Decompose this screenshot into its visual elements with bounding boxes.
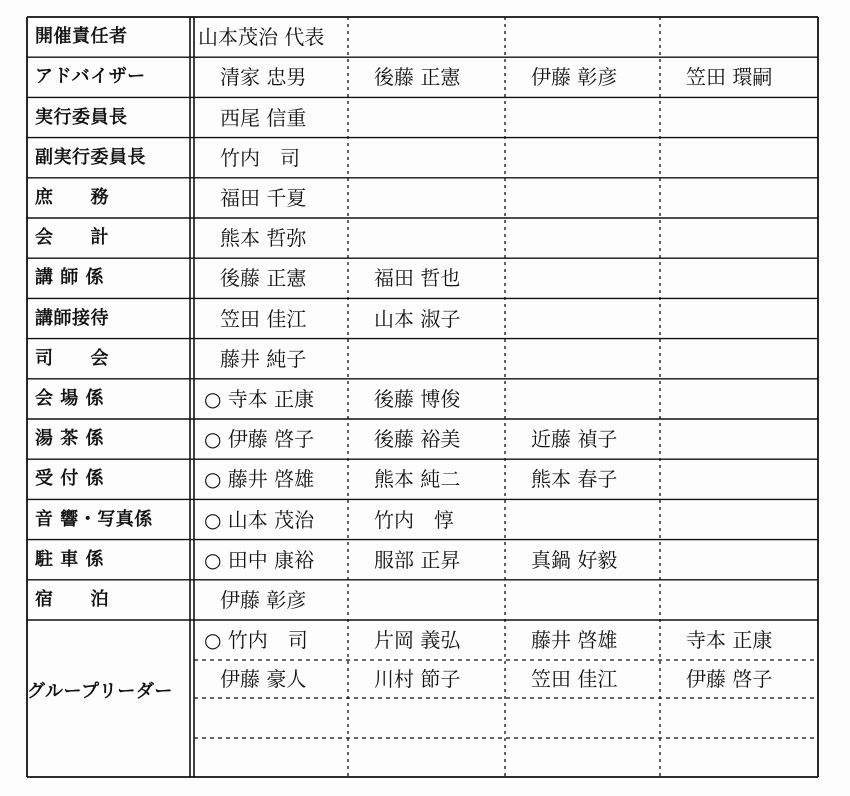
member-name: 竹内 惇: [374, 507, 454, 532]
role-label: 会 計: [35, 227, 109, 249]
member-name: 後藤 博俊: [374, 386, 461, 411]
member-name: 近藤 禎子: [531, 427, 618, 452]
role-label: アドバイザー: [35, 66, 146, 88]
member-name: 西尾 信重: [220, 105, 307, 130]
member-name: 後藤 正憲: [374, 65, 461, 90]
group-leader-name: ○ 竹内 司: [204, 628, 308, 652]
role-label: 司 会: [35, 347, 109, 369]
member-name: 真鍋 好毅: [531, 547, 618, 572]
member-name: ○ 田中 康裕: [204, 547, 315, 572]
role-label: 講 師 係: [35, 267, 105, 289]
role-label: 講師接待: [35, 307, 109, 329]
member-name: 笠田 環嗣: [686, 65, 773, 90]
member-name: ○ 藤井 啓雄: [204, 467, 315, 492]
role-label: 副実行委員長: [35, 146, 146, 168]
group-leader-name: 片岡 義弘: [374, 628, 461, 652]
role-label: 音 響・写真係: [35, 508, 153, 530]
role-label: 庶 務: [35, 186, 109, 208]
member-name: 服部 正昇: [374, 547, 461, 572]
member-name: 熊本 純二: [374, 467, 461, 492]
member-name: ○ 山本 茂治: [204, 507, 315, 532]
member-name: 山本 淑子: [374, 306, 461, 331]
member-name: ○ 寺本 正康: [204, 386, 315, 411]
member-name: 伊藤 彰彦: [531, 65, 618, 90]
role-label: 駐 車 係: [35, 548, 105, 570]
group-leader-name: 藤井 啓雄: [531, 628, 618, 652]
group-leader-name: 寺本 正康: [686, 628, 773, 652]
member-name: 熊本 哲弥: [220, 226, 307, 251]
group-leader-name: 伊藤 豪人: [220, 667, 307, 691]
role-label: 実行委員長: [35, 106, 128, 128]
group-leader-name: 川村 節子: [374, 667, 461, 691]
member-name: 後藤 正憲: [220, 266, 307, 291]
member-name: 藤井 純子: [220, 346, 307, 371]
member-name: 清家 忠男: [220, 65, 307, 90]
group-leader-name: 伊藤 啓子: [686, 667, 773, 691]
role-label: 開催責任者: [35, 26, 128, 48]
role-label: 湯 茶 係: [35, 428, 105, 450]
role-label: 受 付 係: [35, 468, 105, 490]
member-name: 福田 哲也: [374, 266, 461, 291]
member-name: 福田 千夏: [220, 185, 307, 210]
member-name: 山本茂治 代表: [198, 25, 325, 50]
member-name: 熊本 春子: [531, 467, 618, 492]
role-label: 宿 泊: [35, 588, 109, 610]
member-name: ○ 伊藤 啓子: [204, 427, 315, 452]
member-name: 後藤 裕美: [374, 427, 461, 452]
group-leader-name: 笠田 佳江: [531, 667, 618, 691]
role-label: 会 場 係: [35, 387, 105, 409]
member-name: 笠田 佳江: [220, 306, 307, 331]
member-name: 伊藤 彰彦: [220, 587, 307, 612]
member-name: 竹内 司: [220, 145, 300, 170]
group-leader-label: グループリーダー: [27, 681, 173, 702]
